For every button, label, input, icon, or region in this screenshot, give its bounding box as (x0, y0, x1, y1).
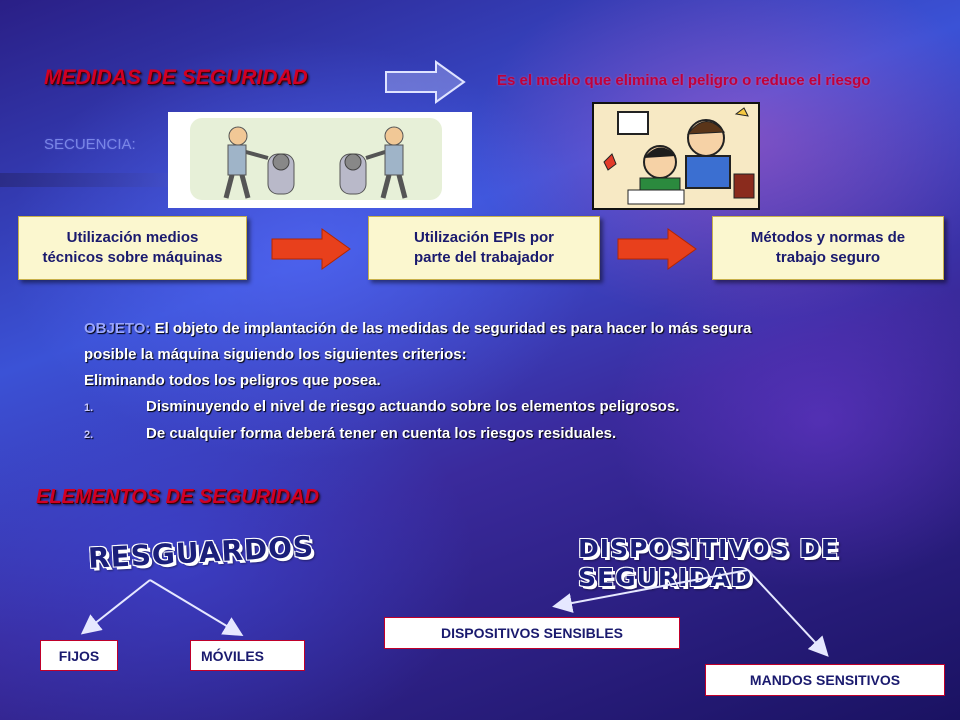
objeto-text: El objeto de implantación de las medidas de seguridad es para hacer lo más segura (150, 320, 752, 337)
section-title: ELEMENTOS DE SEGURIDAD (36, 486, 319, 508)
flow-step-line: trabajo seguro (775, 249, 881, 266)
connector-line (84, 580, 150, 632)
flow-step-line: parte del trabajador (413, 249, 555, 266)
connector-line (556, 570, 748, 606)
flow-step-line: Utilización EPIs por (413, 229, 554, 246)
connector-line (150, 580, 240, 634)
criteria-number: 2. (84, 429, 94, 441)
definition-text: Es el medio que elimina el peligro o reduce el riesgo (497, 72, 871, 89)
resguardos-heading: RESGUARDOS (87, 530, 315, 575)
dispositivos-heading: DISPOSITIVOS DE SEGURIDAD (578, 534, 839, 592)
dispositivos-sensibles-label: DISPOSITIVOS SENSIBLES (384, 617, 680, 649)
flow-step-line: Métodos y normas de (750, 229, 906, 246)
criteria-number: 1. (84, 402, 94, 414)
flow-step-line: Utilización medios (66, 229, 199, 246)
objeto-line: Eliminando todos los peligros que posea. (84, 372, 381, 389)
criteria-text: Disminuyendo el nivel de riesgo actuando sobre los elementos peligrosos. (146, 398, 680, 415)
mandos-sensitivos-label: MANDOS SENSITIVOS (705, 664, 945, 696)
connector-line (748, 570, 826, 654)
objeto-line: posible la máquina siguiendo los siguientes criterios: (84, 346, 467, 363)
sequence-label: SECUENCIA: (44, 136, 136, 153)
objeto-label: OBJETO: (84, 320, 151, 337)
flow-step-line: técnicos sobre máquinas (42, 249, 223, 266)
moviles-label: MÓVILES (190, 640, 305, 671)
page-title: MEDIDAS DE SEGURIDAD (44, 66, 308, 89)
fijos-label: FIJOS (40, 640, 118, 671)
criteria-text: De cualquier forma deberá tener en cuenta los riesgos residuales. (146, 425, 617, 442)
